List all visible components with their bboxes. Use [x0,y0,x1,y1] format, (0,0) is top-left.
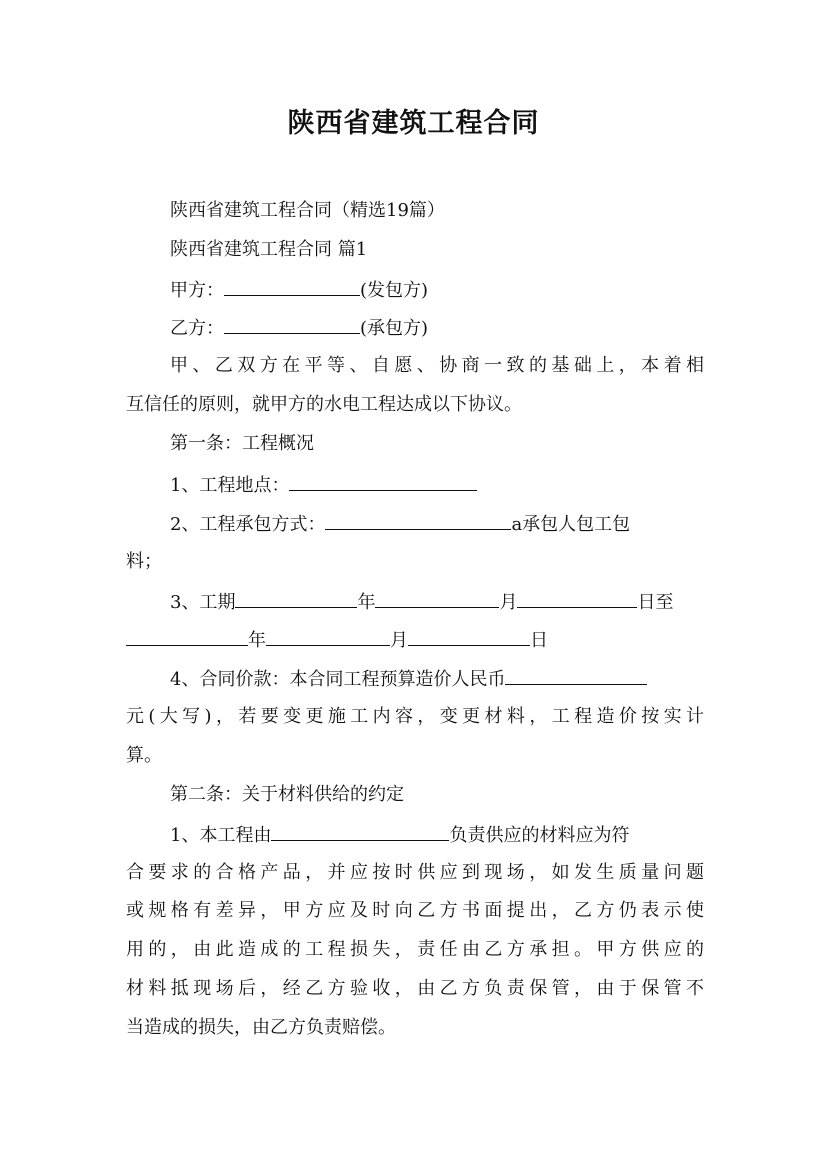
project-location-label: 1、工程地点： [170,475,290,496]
material-supply-line-6: 当造成的损失，由乙方负责赔偿。 [126,1017,396,1038]
end-day-blank [408,627,530,646]
day-unit: 日 [530,630,548,651]
material-supply-label: 1、本工程由 [170,825,272,846]
material-supply-line-5: 材料抵现场后，经乙方验收，由乙方负责保管，由于保管不 [126,978,704,999]
contract-price-label: 4、合同价款：本合同工程预算造价人民币 [170,669,506,690]
day-to-unit: 日至 [637,592,674,613]
party-b-role: (承包方) [360,318,429,339]
party-a-line [170,277,704,303]
schedule-line-1 [170,589,704,615]
contract-method-option: a承包人包工包 [511,514,631,535]
material-supply-line-4: 用的，由此造成的工程损失，责任由乙方承担。甲方供应的 [126,939,704,960]
contract-method-blank [325,511,511,530]
year-unit: 年 [248,630,266,651]
start-year-blank [235,589,357,608]
article-2-heading: 第二条：关于材料供给的约定 [170,784,404,805]
party-a-role: (发包方) [360,280,429,301]
party-b-blank [224,315,360,334]
schedule-label: 3、工期 [170,592,236,613]
contract-method-line-2: 料； [126,551,162,572]
document-title: 陕西省建筑工程合同 [287,108,540,139]
material-supplier-blank [271,822,449,841]
section-heading: 陕西省建筑工程合同 篇1 [170,239,368,260]
contract-price-blank [505,666,647,685]
contract-price-line-3: 算。 [126,745,162,766]
project-location-blank [289,472,477,491]
contract-price-line-1 [170,666,704,692]
end-month-blank [266,627,390,646]
party-b-label: 乙方： [170,318,224,339]
party-b-line [170,315,704,341]
material-supply-line-1 [170,822,704,848]
subtitle-line: 陕西省建筑工程合同（精选19篇） [170,200,445,221]
party-a-label: 甲方： [170,280,224,301]
contract-price-line-2: 元(大写)，若要变更施工内容，变更材料，工程造价按实计 [126,706,704,727]
contract-method-label: 2、工程承包方式： [170,514,326,535]
start-month-blank [375,589,499,608]
month-unit: 月 [499,592,518,613]
end-year-blank [126,627,248,646]
material-supply-line-2: 合要求的合格产品，并应按时供应到现场，如发生质量问题 [126,862,704,883]
agreement-intro-line-2: 互信任的原则，就甲方的水电工程达成以下协议。 [126,394,522,415]
material-supply-line-3: 或规格有差异，甲方应及时向乙方书面提出，乙方仍表示使 [126,900,704,921]
month-unit: 月 [390,630,408,651]
party-a-blank [224,277,360,296]
contract-method-line-1 [170,511,704,537]
year-unit: 年 [357,592,376,613]
schedule-line-2 [126,627,704,653]
start-day-blank [517,589,637,608]
project-location-line [170,472,704,498]
agreement-intro-line-1: 甲、乙双方在平等、自愿、协商一致的基础上，本着相 [170,355,704,376]
material-supply-suffix: 负责供应的材料应为符 [449,825,630,846]
article-1-heading: 第一条：工程概况 [170,433,314,454]
